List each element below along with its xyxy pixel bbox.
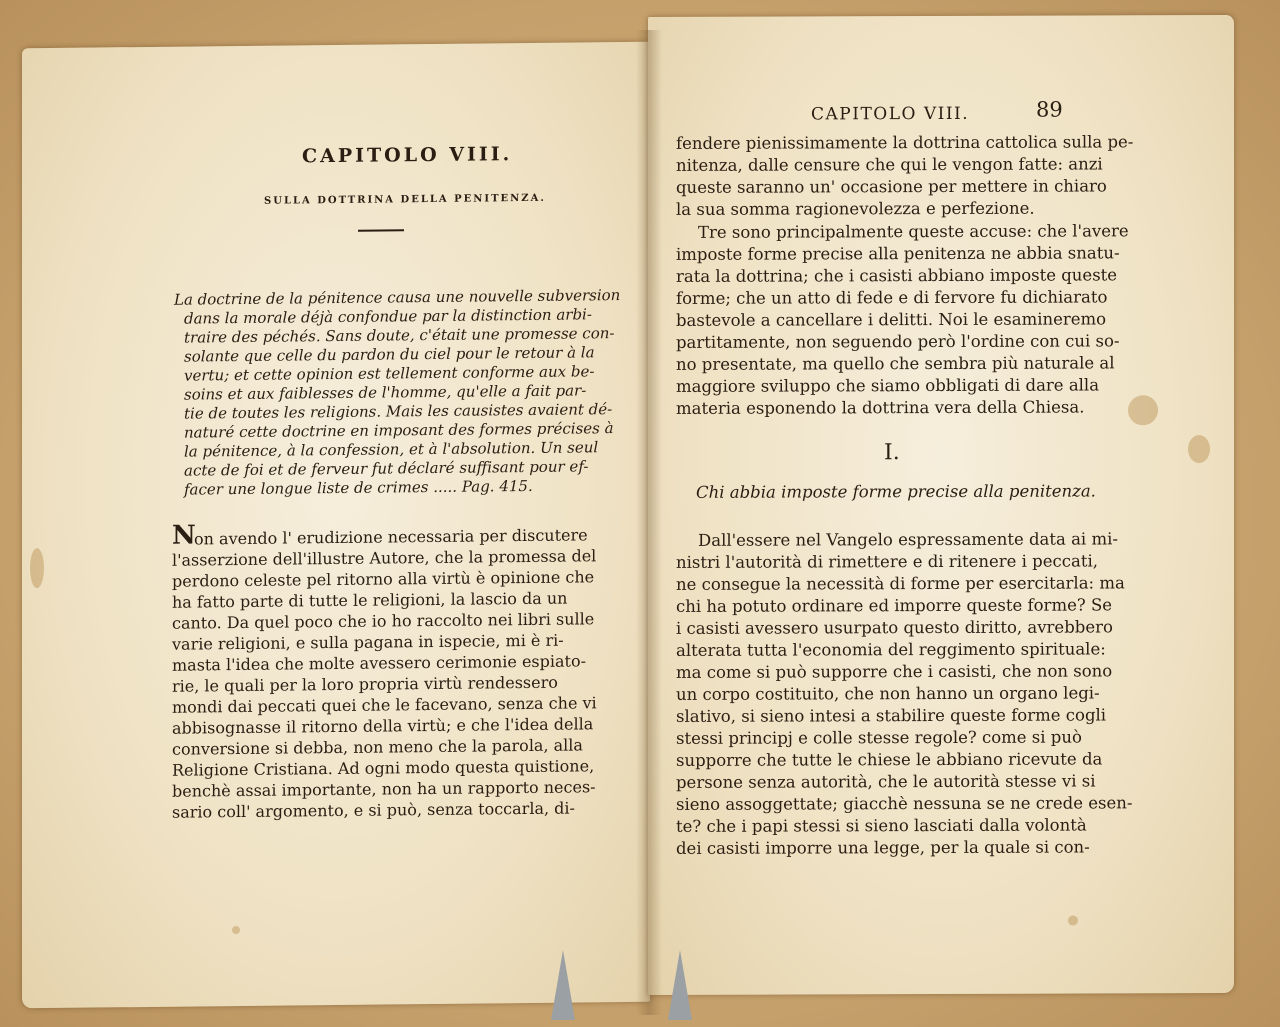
body-line: abbisognasse il ritorno della virtù; e che l'idea della — [172, 714, 594, 738]
body-line: forme; che un atto di fede e di fervore fu dichiarato — [676, 287, 1108, 308]
epigraph-line: soins et aux faiblesses de l'homme, qu'elle a fait par- — [184, 381, 587, 404]
body-line: nistri l'autorità di rimettere e di ritenere i peccati, — [676, 551, 1098, 572]
section-number: I. — [884, 440, 900, 466]
body-line: rata la dottrina; che i casisti abbiano imposte queste — [676, 265, 1118, 286]
body-line: ne consegue la necessità di forme per esercitarla: ma — [676, 573, 1125, 594]
body-line: partitamente, non seguendo però l'ordine con cui so- — [676, 331, 1120, 352]
epigraph-line: naturé cette doctrine en imposant des formes précises à — [184, 419, 614, 442]
section-title: Chi abbia imposte forme precise alla penitenza. — [696, 481, 1096, 502]
foxing-stain — [1068, 916, 1078, 926]
body-line: ma come si può supporre che i casisti, che non sono — [676, 661, 1113, 682]
chapter-subtitle: SULLA DOTTRINA DELLA PENITENZA. — [264, 192, 546, 207]
epigraph-line: vertu; et cette opinion est tellement conforme aux be- — [184, 362, 595, 385]
epigraph-line: dans la morale déjà confondue par la distinction arbi- — [184, 305, 592, 328]
body-line: rie, le quali per la loro propria virtù rendessero — [172, 672, 558, 696]
body-line: benchè assai importante, non ha un rapporto neces- — [172, 777, 596, 801]
epigraph-line: facer une longue liste de crimes ..... Pag. 415. — [184, 476, 533, 499]
body-line: queste saranno un' occasione per mettere in chiaro — [676, 176, 1107, 197]
epigraph-line: tie de toutes les religions. Mais les causistes avaient dé- — [184, 400, 613, 423]
body-line: fendere pienissimamente la dottrina cattolica sulla pe- — [676, 132, 1134, 153]
left-page — [22, 42, 650, 1009]
body-line: chi ha potuto ordinare ed imporre queste forme? Se — [676, 595, 1113, 616]
body-line: Dall'essere nel Vangelo espressamente data ai mi- — [698, 529, 1118, 550]
body-line: bastevole a cancellare i delitti. Noi le esamineremo — [676, 309, 1107, 330]
book-gutter — [636, 30, 662, 1015]
body-line: conversione si debba, non meno che la parola, alla — [172, 735, 583, 759]
body-line: canto. Da quel poco che io ho raccolto nei libri sulle — [172, 609, 595, 633]
drop-cap: N — [172, 520, 196, 551]
right-page-clip — [668, 950, 692, 1020]
chapter-title: CAPITOLO VIII. — [302, 143, 513, 168]
body-line: nitenza, dalle censure che qui le vengon fatte: anzi — [676, 154, 1103, 175]
body-line: on avendo l' erudizione necessaria per discutere — [194, 525, 588, 549]
body-line: alterata tutta l'economia del reggimento spirituale: — [676, 639, 1106, 660]
body-line: no presentate, ma quello che sembra più naturale al — [676, 353, 1115, 374]
body-line: ha fatto parte di tutte le religioni, la lascio da un — [172, 588, 568, 612]
epigraph-line: traire des péchés. Sans doute, c'était une promesse con- — [184, 324, 615, 347]
foxing-stain — [232, 926, 240, 934]
body-line: dei casisti imporre una legge, per la quale si con- — [676, 837, 1090, 858]
body-line: materia esponendo la dottrina vera della Chiesa. — [676, 397, 1085, 418]
body-line: perdono celeste pel ritorno alla virtù è opinione che — [172, 567, 595, 591]
body-line: imposte forme precise alla penitenza ne abbia snatu- — [676, 243, 1120, 264]
body-line: maggiore sviluppo che siamo obbligati di dare alla — [676, 375, 1100, 396]
body-line: la sua somma ragionevolezza e perfezione. — [676, 198, 1035, 219]
foxing-stain — [30, 548, 44, 588]
right-page — [648, 15, 1234, 995]
body-line: persone senza autorità, che le autorità stesse vi si — [676, 771, 1096, 792]
title-rule — [358, 229, 404, 231]
body-line: masta l'idea che molte avessero cerimonie espiato- — [172, 651, 586, 675]
body-line: Tre sono principalmente queste accuse: che l'avere — [698, 221, 1129, 242]
body-line: un corpo costituito, che non hanno un organo legi- — [676, 683, 1100, 704]
body-line: l'asserzione dell'illustre Autore, che la promessa del — [172, 546, 597, 570]
page-number: 89 — [1036, 97, 1063, 122]
body-line: stessi principj e colle stesse regole? come si può — [676, 727, 1082, 748]
foxing-stain — [1188, 435, 1210, 463]
foxing-stain — [1128, 395, 1158, 425]
running-head: CAPITOLO VIII. — [811, 103, 970, 125]
body-line: sieno assoggettate; giacchè nessuna se ne crede esen- — [676, 793, 1133, 814]
epigraph-line: acte de foi et de ferveur fut déclaré suffisant pour ef- — [184, 457, 589, 480]
epigraph-line: La doctrine de la pénitence causa une nouvelle subversion — [174, 286, 621, 309]
body-line: te? che i papi stessi si sieno lasciati dalla volontà — [676, 815, 1087, 836]
body-line: mondi dai peccati quei che le facevano, senza che vi — [172, 693, 597, 717]
body-line: sario coll' argomento, e si può, senza toccarla, di- — [172, 798, 575, 822]
left-page-clip — [551, 950, 575, 1020]
body-line: supporre che tutte le chiese le abbiano ricevute da — [676, 749, 1103, 770]
epigraph-line: la pénitence, à la confession, et à l'absolution. Un seul — [184, 438, 599, 461]
body-line: slativo, si sieno intesi a stabilire queste forme cogli — [676, 705, 1107, 726]
epigraph-line: solante que celle du pardon du ciel pour le retour à la — [184, 343, 595, 366]
body-line: varie religioni, e sulla pagana in ispecie, mi è ri- — [172, 630, 564, 654]
body-line: i casisti avessero usurpato questo diritto, avrebbero — [676, 617, 1113, 638]
body-line: Religione Cristiana. Ad ogni modo questa quistione, — [172, 756, 595, 780]
